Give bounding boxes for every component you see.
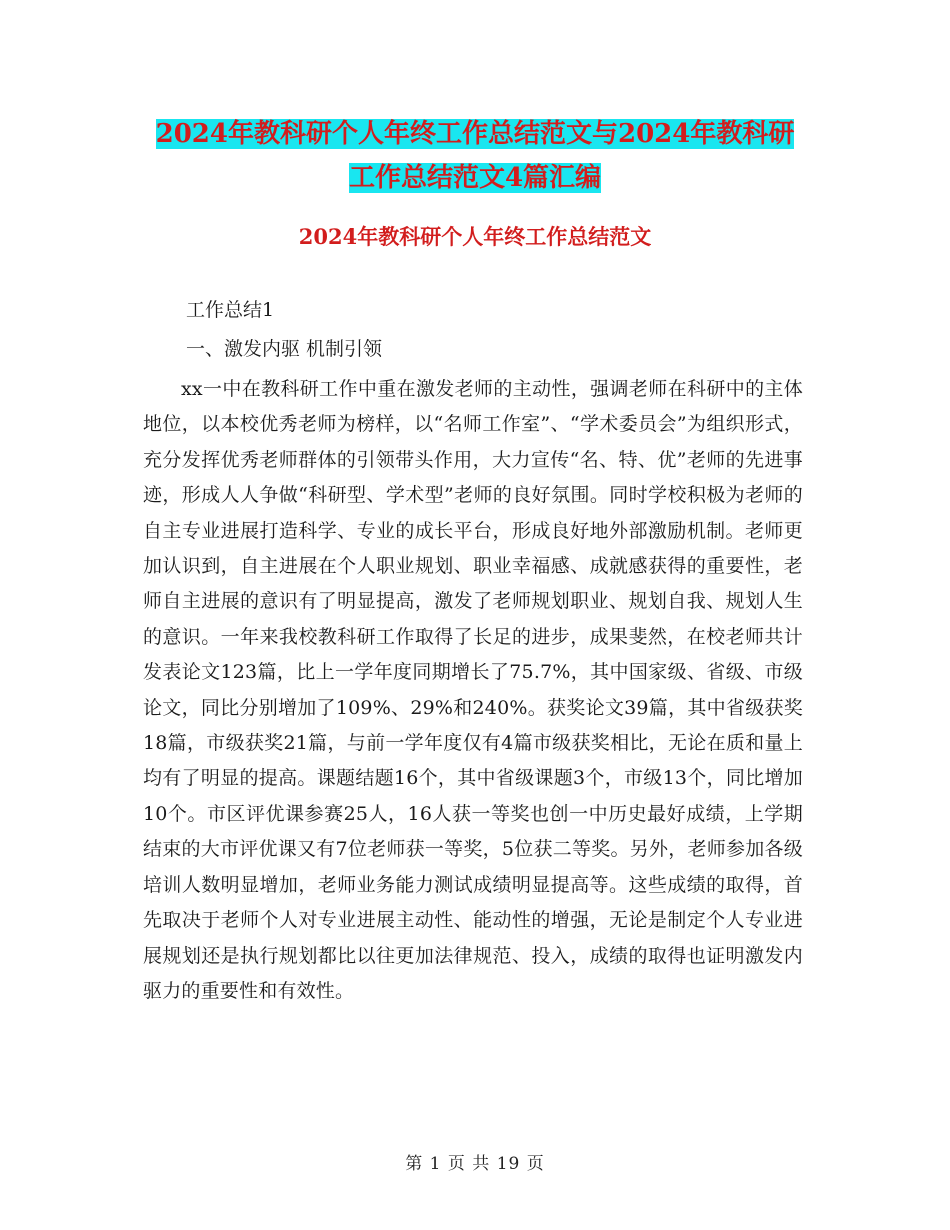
document-title-line1: 2024年教科研个人年终工作总结范文与2024年教科研 [155,119,795,149]
subheading-summary-1: 工作总结1 [186,299,275,321]
page-number-footer: 第 1 页 共 19 页 [405,1154,545,1174]
subheading-point-1: 一、激发内驱 机制引领 [186,338,383,360]
document-title-line2: 工作总结范文4篇汇编 [348,163,602,193]
section-title: 2024年教科研个人年终工作总结范文 [298,224,652,249]
document-title [150,112,800,200]
body-paragraph: xx一中在教科研工作中重在激发老师的主动性，强调老师在科研中的主体地位，以本校优秀老师为榜样，以“名师工作室”、“学术委员会”为组织形式，充分发挥优秀老师群体的引领带头作用，大力宣传“名、特、优”老师的先进事迹，形成人人争做“科研型、学术型”老师的良好氛围。同时学校积极为老师的自主专业进展打造科学、专业的成长平台，形成良好地外部激励机制。老师更加认识到，自主进展在个人职业规划、职业幸福感、成就感获得的重要性，老师自主进展的意识有了明显提高，激发了老师规划职业、规划自我、规划人生的意识。一年来我校教科研工作取得了长足的进步，成果斐然，在校老师共计发表论文123篇，比上一学年度同期增长了75.7%，其中国家级、省级、市级论文，同比分别增加了109%、29%和240%。获奖论文39篇，其中省级获奖18篇，市级获奖21篇，与前一学年度仅有4篇市级获奖相比，无论在质和量上均有了明显的提高。课题结题16个，其中省级课题3个，市级13个，同比增加10个。市区评优课参赛25人，16人获一等奖也创一中历史最好成绩，上学期结束的大市评优课又有7位老师获一等奖，5位获二等奖。另外，老师参加各级培训人数明显增加，老师业务能力测试成绩明显提高等。这些成绩的取得，首先取决于老师个人对专业进展主动性、能动性的增强，无论是制定个人专业进展规划还是执行规划都比以往更加法律规范、投入，成绩的取得也证明激发内驱力的重要性和有效性。 [143,378,803,1002]
